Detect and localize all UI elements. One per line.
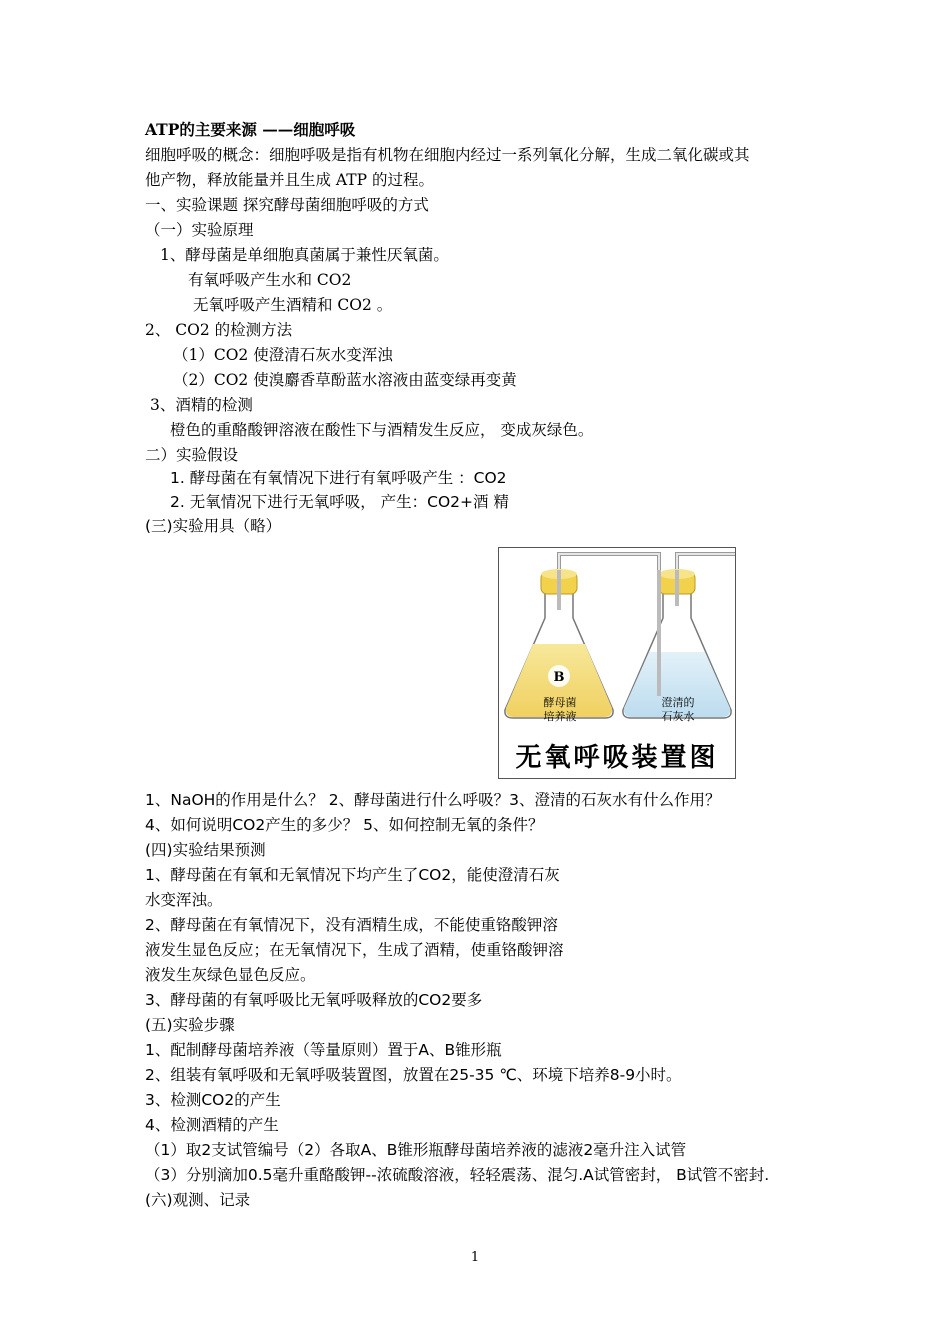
- principle-2a: （1）CO2 使澄清石灰水变浑浊: [173, 346, 393, 364]
- principle-1a: 有氧呼吸产生水和 CO2: [188, 271, 352, 289]
- question-line-2: 4、如何说明CO2产生的多少？ 5、如何控制无氧的条件？: [145, 816, 544, 834]
- step-4: 4、检测酒精的产生: [145, 1116, 279, 1134]
- concept-line-1: 细胞呼吸的概念：细胞呼吸是指有机物在细胞内经过一系列氧化分解，生成二氧化碳或其: [145, 146, 750, 164]
- principle-2: 2、 CO2 的检测方法: [145, 321, 293, 339]
- subsection-hypothesis: 二）实验假设: [145, 446, 239, 464]
- prediction-2b: 液发生显色反应；在无氧情况下，生成了酒精，使重铬酸钾溶: [145, 941, 564, 959]
- question-line-1: 1、NaOH的作用是什么？ 2、酵母菌进行什么呼吸？3、澄清的石灰水有什么作用？: [145, 791, 721, 809]
- principle-1: 1、酵母菌是单细胞真菌属于兼性厌氧菌。: [160, 246, 449, 264]
- principle-2b: （2）CO2 使溴麝香草酚蓝水溶液由蓝变绿再变黄: [173, 371, 517, 389]
- hypothesis-1: 1. 酵母菌在有氧情况下进行有氧呼吸产生 ：CO2: [170, 469, 507, 487]
- flask-b-label: 酵母菌 培养液: [543, 696, 577, 723]
- subsection-principle: （一）实验原理: [145, 221, 254, 239]
- anaerobic-apparatus-figure: [498, 547, 736, 779]
- principle-3: 3、酒精的检测: [150, 396, 253, 414]
- flask-limewater-label: 澄清的 石灰水: [661, 696, 695, 723]
- section-1-heading: 一、实验课题 探究酵母菌细胞呼吸的方式: [145, 196, 429, 214]
- prediction-3: 3、酵母菌的有氧呼吸比无氧呼吸释放的CO2要多: [145, 991, 483, 1009]
- doc-title: ATP的主要来源 ——细胞呼吸: [145, 120, 356, 139]
- principle-3a: 橙色的重酪酸钾溶液在酸性下与酒精发生反应， 变成灰绿色。: [170, 421, 594, 439]
- prediction-2c: 液发生灰绿色显色反应。: [145, 966, 316, 984]
- step-2: 2、组装有氧呼吸和无氧呼吸装置图，放置在25-35 ℃、环境下培养8-9小时。: [145, 1066, 682, 1084]
- hypothesis-2: 2. 无氧情况下进行无氧呼吸， 产生：CO2+酒 精: [170, 493, 509, 511]
- subsection-tools: (三)实验用具（略）: [145, 517, 282, 535]
- subsection-prediction: (四)实验结果预测: [145, 841, 266, 859]
- principle-1b: 无氧呼吸产生酒精和 CO2 。: [193, 296, 393, 314]
- flask-b-letter: B: [553, 670, 565, 685]
- prediction-1b: 水变浑浊。: [145, 891, 223, 909]
- step-4a: （1）取2支试管编号（2）各取A、B锥形瓶酵母菌培养液的滤液2毫升注入试管: [145, 1141, 687, 1159]
- subsection-record: (六)观测、记录: [145, 1191, 251, 1209]
- page-number: 1: [470, 1250, 480, 1265]
- step-4b: （3）分别滴加0.5毫升重酪酸钾--浓硫酸溶液，轻轻震荡、混匀.A试管密封， B试管不密封.: [145, 1166, 770, 1184]
- subsection-steps: (五)实验步骤: [145, 1016, 235, 1034]
- prediction-2a: 2、酵母菌在有氧情况下，没有酒精生成，不能使重铬酸钾溶: [145, 916, 558, 934]
- step-3: 3、检测CO2的产生: [145, 1091, 281, 1109]
- prediction-1a: 1、酵母菌在有氧和无氧情况下均产生了CO2，能使澄清石灰: [145, 866, 560, 884]
- step-1: 1、配制酵母菌培养液（等量原则）置于A、B锥形瓶: [145, 1041, 502, 1059]
- figure-caption: 无氧呼吸装置图: [515, 743, 719, 773]
- concept-line-2: 他产物，释放能量并且生成 ATP 的过程。: [145, 171, 434, 189]
